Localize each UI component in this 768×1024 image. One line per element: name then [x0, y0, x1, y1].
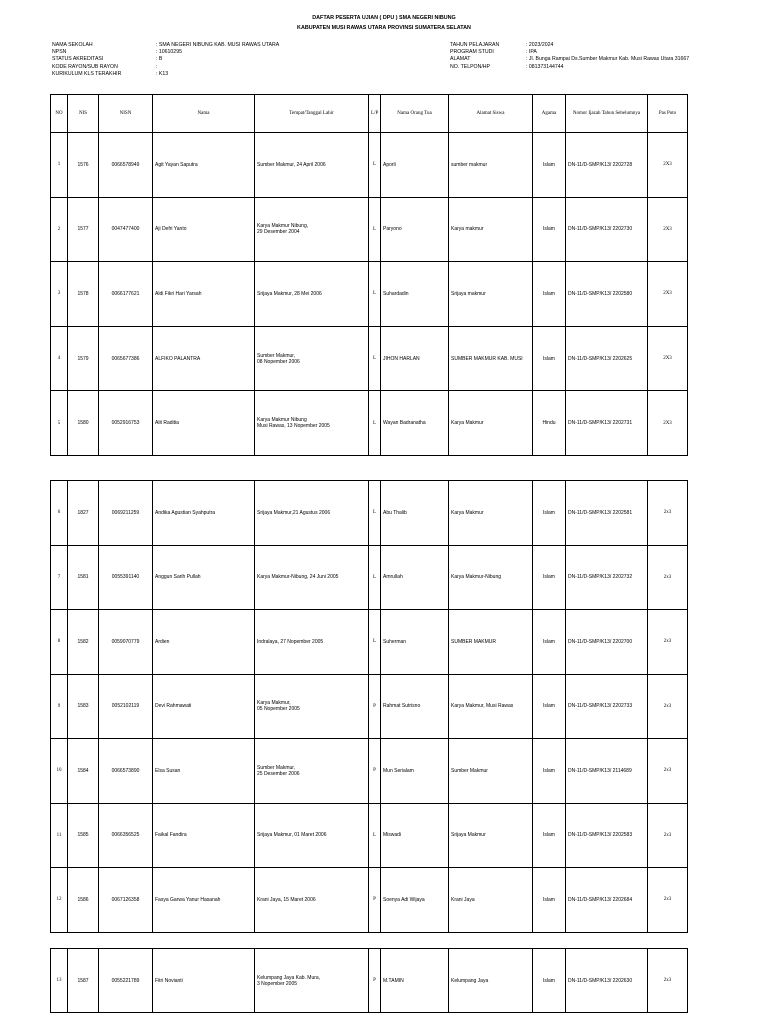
cell-alamat: Krani Jaya — [449, 868, 533, 933]
cell-nisn: 0066177621 — [99, 262, 153, 327]
cell-ijazah: DN-11/D-SMP/K13/ 2202732 — [566, 545, 648, 610]
info-value: : K13 — [156, 70, 169, 77]
cell-ttl: Karya Makmur Nibung Musi Rawas, 13 Nopember 2005 — [255, 391, 369, 456]
info-label: STATUS AKREDITASI — [52, 56, 104, 63]
cell-agama: Islam — [533, 133, 566, 198]
cell-poto: 2x3 — [648, 674, 688, 739]
cell-ortu: Rahmat Sutrisno — [381, 674, 449, 739]
cell-lp: P — [369, 739, 381, 804]
cell-nisn: 0052916753 — [99, 391, 153, 456]
cell-ijazah: DN-11/D-SMP/K13/ 2202728 — [566, 133, 648, 198]
document-subtitle: KABUPATEN MUSI RAWAS UTARA PROVINSI SUMATERA SELATAN — [297, 25, 471, 31]
info-row — [450, 49, 689, 56]
info-label: ALAMAT — [450, 56, 471, 63]
cell-nis: 1576 — [68, 133, 99, 198]
cell-nama: Andika Agustian Syahputra — [153, 481, 255, 546]
cell-lp: L — [369, 391, 381, 456]
cell-ijazah: DN-11/D-SMP/K13/ 2114689 — [566, 739, 648, 804]
cell-ijazah: DN-11/D-SMP/K13/ 2202731 — [566, 391, 648, 456]
cell-alamat: Karya Makmur, Musi Rawas — [449, 674, 533, 739]
cell-lp: L — [369, 133, 381, 198]
info-row — [52, 42, 279, 49]
cell-agama: Hindu — [533, 391, 566, 456]
info-row — [450, 56, 689, 63]
cell-ortu: Abu Thalib — [381, 481, 449, 546]
cell-ttl: Sumber Makmur, 08 Nopember 2006 — [255, 326, 369, 391]
cell-ijazah: DN-11/D-SMP/K13/ 2202630 — [566, 949, 648, 1013]
cell-no: 2 — [51, 197, 68, 262]
table-row — [51, 262, 688, 327]
cell-lp: L — [369, 803, 381, 868]
cell-nis: 1585 — [68, 803, 99, 868]
cell-ttl: Krani Jaya, 15 Maret 2006 — [255, 868, 369, 933]
cell-nama: Ardien — [153, 610, 255, 675]
cell-ortu: Amrullah — [381, 545, 449, 610]
table-header-row — [51, 95, 688, 133]
cell-ttl: Karya Makmur-Nibung, 24 Juni 2005 — [255, 545, 369, 610]
cell-nis: 1578 — [68, 262, 99, 327]
cell-nis: 1579 — [68, 326, 99, 391]
cell-ttl: Karya Makmur Nibung, 29 Desember 2004 — [255, 197, 369, 262]
cell-ttl: Srijaya Makmur, 28 Mei 2006 — [255, 262, 369, 327]
cell-no: 9 — [51, 674, 68, 739]
cell-poto: 2X3 — [648, 262, 688, 327]
cell-nisn: 0047477400 — [99, 197, 153, 262]
cell-agama: Islam — [533, 803, 566, 868]
cell-nama: Agit Yayan Saputra — [153, 133, 255, 198]
cell-nisn: 0052102119 — [99, 674, 153, 739]
cell-alamat: sumber makmur — [449, 133, 533, 198]
cell-nama: Fasya Garwa Yanur Hasanah — [153, 868, 255, 933]
cell-nisn: 0066573890 — [99, 739, 153, 804]
cell-no: 8 — [51, 610, 68, 675]
cell-poto: 2x3 — [648, 803, 688, 868]
info-label: KURIKULUM KLS TERAKHIR — [52, 70, 122, 77]
table-row — [51, 391, 688, 456]
cell-nisn: 0055221789 — [99, 949, 153, 1013]
cell-nis: 1584 — [68, 739, 99, 804]
cell-lp: L — [369, 545, 381, 610]
cell-lp: L — [369, 610, 381, 675]
cell-nis: 1577 — [68, 197, 99, 262]
cell-ijazah: DN-11/D-SMP/K13/ 2202733 — [566, 674, 648, 739]
cell-poto: 2X3 — [648, 391, 688, 456]
cell-ttl: Indralaya, 27 Nopember 2005 — [255, 610, 369, 675]
cell-ijazah: DN-11/D-SMP/K13/ 2202625 — [566, 326, 648, 391]
col-header-nama: Nama — [153, 95, 255, 133]
cell-nama: Anggun Sarih Pullah — [153, 545, 255, 610]
cell-ortu: Wayan Badranatha — [381, 391, 449, 456]
cell-lp: L — [369, 197, 381, 262]
info-row — [52, 49, 279, 56]
cell-no: 13 — [51, 949, 68, 1013]
cell-ortu: Suherman — [381, 610, 449, 675]
info-row — [52, 64, 279, 71]
table-row — [51, 674, 688, 739]
col-header-ortu: Nama Orang Tua — [381, 95, 449, 133]
cell-ttl: Sumber Makmur, 24 April 2006 — [255, 133, 369, 198]
cell-no: 12 — [51, 868, 68, 933]
cell-nama: Elsa Susan — [153, 739, 255, 804]
info-row — [52, 56, 279, 63]
info-label: TAHUN PELAJARAN — [450, 42, 500, 48]
info-row — [450, 42, 689, 49]
cell-agama: Islam — [533, 868, 566, 933]
col-header-ttl: Tempat/Tanggal Lahir — [255, 95, 369, 133]
info-value: : B — [156, 56, 163, 63]
cell-nis: 1583 — [68, 674, 99, 739]
cell-nisn: 0059070779 — [99, 610, 153, 675]
table-row — [51, 326, 688, 391]
cell-nama: Fitri Novianti — [153, 949, 255, 1013]
cell-alamat: Karya Makmur — [449, 391, 533, 456]
info-value: : 10610295 — [156, 49, 182, 56]
cell-lp: P — [369, 868, 381, 933]
info-value: : — [156, 63, 158, 70]
info-row — [450, 64, 689, 71]
info-label: NPSN — [52, 49, 67, 56]
cell-nisn: 0066356525 — [99, 803, 153, 868]
info-value: : Jl. Bunga Rampai Ds.Sumber Makmur Kab. Musi Rawas Utara 31667 — [526, 56, 690, 63]
document-title: DAFTAR PESERTA UJIAN ( DPU ) SMA NEGERI NIBUNG — [312, 15, 456, 21]
cell-nis: 1587 — [68, 949, 99, 1013]
cell-nama: Alit Raditia — [153, 391, 255, 456]
info-row — [52, 71, 279, 78]
cell-nis: 1580 — [68, 391, 99, 456]
cell-poto: 2x3 — [648, 868, 688, 933]
cell-lp: L — [369, 481, 381, 546]
cell-ijazah: DN-11/D-SMP/K13/ 2202700 — [566, 610, 648, 675]
col-header-nisn: NISN — [99, 95, 153, 133]
info-label: NAMA SEKOLAH — [52, 42, 93, 48]
cell-ortu: Paryono — [381, 197, 449, 262]
cell-agama: Islam — [533, 949, 566, 1013]
col-header-agama: Agama — [533, 95, 566, 133]
cell-nisn: 0055391140 — [99, 545, 153, 610]
cell-agama: Islam — [533, 326, 566, 391]
cell-lp: L — [369, 262, 381, 327]
table-row — [51, 949, 688, 1013]
cell-no: 7 — [51, 545, 68, 610]
col-header-nis: NIS — [68, 95, 99, 133]
cell-alamat: Karya Makmur-Nibung — [449, 545, 533, 610]
cell-nis: 1586 — [68, 868, 99, 933]
table-row — [51, 803, 688, 868]
cell-nama: Faikal Fandira — [153, 803, 255, 868]
cell-lp: L — [369, 326, 381, 391]
cell-ttl: Srijaya Makmur, 01 Maret 2006 — [255, 803, 369, 868]
cell-agama: Islam — [533, 739, 566, 804]
cell-lp: P — [369, 674, 381, 739]
cell-poto: 2x3 — [648, 610, 688, 675]
cell-ttl: Kelumpang Jaya Kab. Mura, 3 Nopember 2005 — [255, 949, 369, 1013]
cell-ijazah: DN-11/D-SMP/K13/ 2202684 — [566, 868, 648, 933]
cell-alamat: Srijaya makmur — [449, 262, 533, 327]
student-table-page-3 — [50, 948, 688, 1013]
cell-nama: Aji Defri Yanto — [153, 197, 255, 262]
cell-agama: Islam — [533, 197, 566, 262]
cell-ortu: JIHON HARLAN — [381, 326, 449, 391]
col-header-lp: L/P — [369, 95, 381, 133]
info-value: : 2023/2024 — [526, 42, 554, 48]
cell-alamat: Karya Makmur — [449, 481, 533, 546]
cell-alamat: Karya makmur — [449, 197, 533, 262]
student-table-page-2 — [50, 480, 688, 933]
cell-no: 3 — [51, 262, 68, 327]
cell-ttl: Srijaya Makmur,21 Agustus 2006 — [255, 481, 369, 546]
cell-ortu: Miswadi — [381, 803, 449, 868]
cell-nisn: 0066578949 — [99, 133, 153, 198]
cell-alamat: Sumber Makmur — [449, 739, 533, 804]
cell-poto: 2x3 — [648, 739, 688, 804]
school-info-left — [52, 42, 279, 78]
cell-no: 5 — [51, 391, 68, 456]
cell-alamat: Srijaya Makmur — [449, 803, 533, 868]
cell-nama: Aldi Fikri Hari Yarsah — [153, 262, 255, 327]
col-header-poto: Pas Poto — [648, 95, 688, 133]
col-header-alamat: Alamat Siswa — [449, 95, 533, 133]
cell-poto: 2x3 — [648, 481, 688, 546]
cell-ijazah: DN-11/D-SMP/K13/ 2202583 — [566, 803, 648, 868]
cell-poto: 2X3 — [648, 133, 688, 198]
info-label: NO. TELPON/HP — [450, 63, 490, 70]
cell-ijazah: DN-11/D-SMP/K13/ 2202581 — [566, 481, 648, 546]
table-row — [51, 197, 688, 262]
cell-agama: Islam — [533, 610, 566, 675]
cell-poto: 2X3 — [648, 326, 688, 391]
cell-no: 1 — [51, 133, 68, 198]
cell-agama: Islam — [533, 481, 566, 546]
cell-nisn: 0069211259 — [99, 481, 153, 546]
info-value: : 081373144744 — [526, 63, 564, 70]
table-row — [51, 545, 688, 610]
table-row — [51, 481, 688, 546]
cell-nisn: 0067126358 — [99, 868, 153, 933]
info-label: PROGRAM STUDI — [450, 49, 494, 56]
table-row — [51, 610, 688, 675]
cell-nis: 1582 — [68, 610, 99, 675]
table-row — [51, 868, 688, 933]
cell-ortu: Mun Serialam — [381, 739, 449, 804]
table-row — [51, 739, 688, 804]
cell-nis: 1827 — [68, 481, 99, 546]
info-label: KODE RAYON/SUB RAYON — [52, 63, 118, 70]
cell-poto: 2X3 — [648, 197, 688, 262]
cell-nisn: 0065677386 — [99, 326, 153, 391]
info-value: : IPA — [526, 49, 537, 56]
cell-nama: ALFIKO PALANTRA — [153, 326, 255, 391]
cell-ortu: Suhardadin — [381, 262, 449, 327]
cell-no: 10 — [51, 739, 68, 804]
cell-ortu: Aporli — [381, 133, 449, 198]
cell-alamat: SUMBER MAKMUR KAB. MUSI — [449, 326, 533, 391]
cell-agama: Islam — [533, 262, 566, 327]
col-header-ijazah: Nomor Ijazah Tahun Sebelumnya — [566, 95, 648, 133]
cell-ortu: Soenya Adi Wijaya — [381, 868, 449, 933]
cell-no: 11 — [51, 803, 68, 868]
cell-no: 4 — [51, 326, 68, 391]
cell-no: 6 — [51, 481, 68, 546]
cell-poto: 2x3 — [648, 545, 688, 610]
cell-alamat: SUMBER MAKMUR — [449, 610, 533, 675]
cell-nis: 1581 — [68, 545, 99, 610]
info-value: : SMA NEGERI NIBUNG KAB. MUSI RAWAS UTARA — [156, 42, 280, 48]
school-info-right — [450, 42, 689, 71]
cell-ijazah: DN-11/D-SMP/K13/ 2202580 — [566, 262, 648, 327]
student-table-page-1 — [50, 94, 688, 456]
col-header-no: NO — [51, 95, 68, 133]
cell-ortu: M.TAMIN — [381, 949, 449, 1013]
table-row — [51, 133, 688, 198]
cell-nama: Devi Rahmawati — [153, 674, 255, 739]
cell-lp: P — [369, 949, 381, 1013]
cell-agama: Islam — [533, 545, 566, 610]
cell-ttl: Karya Makmur, 05 Nopember 2005 — [255, 674, 369, 739]
cell-poto: 2x3 — [648, 949, 688, 1013]
cell-ijazah: DN-11/D-SMP/K13/ 2202730 — [566, 197, 648, 262]
cell-agama: Islam — [533, 674, 566, 739]
cell-alamat: Kelumpang Jaya — [449, 949, 533, 1013]
cell-ttl: Sumber Makmur, 25 Desember 2006 — [255, 739, 369, 804]
